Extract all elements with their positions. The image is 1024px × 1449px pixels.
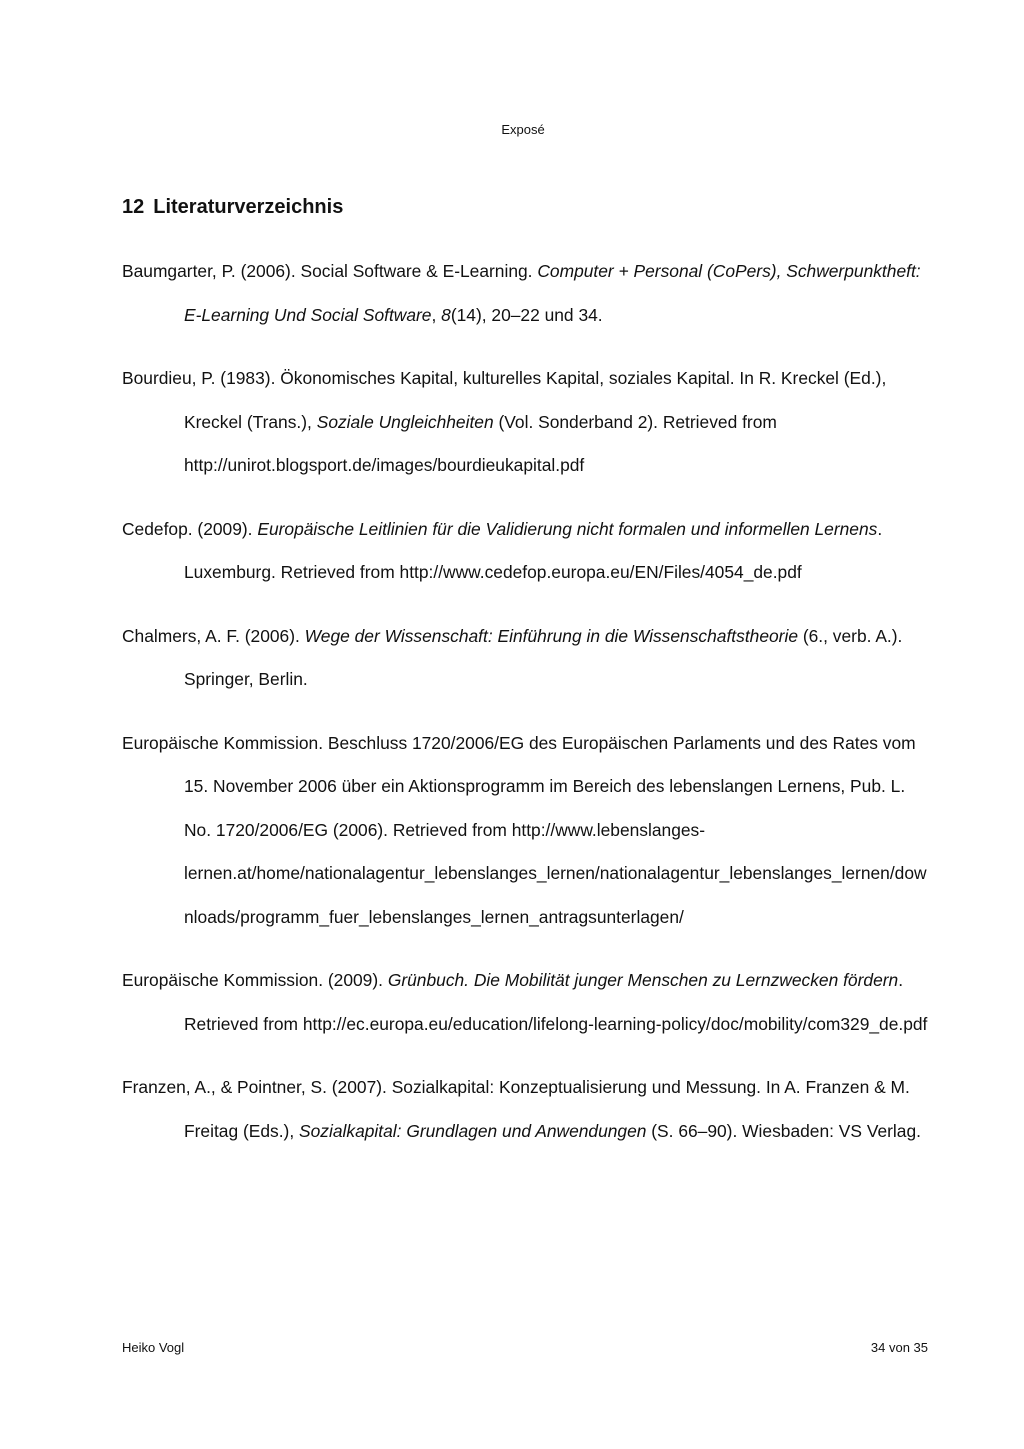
footer-author: Heiko Vogl [122,1340,185,1355]
section-title-text: Literaturverzeichnis [153,196,344,218]
reference-entry [122,250,932,337]
reference-italic: Soziale Ungleichheiten [316,411,494,432]
reference-italic: Computer + Personal (CoPers), Schwerpunktheft: E-Learning Und Social Software [184,261,921,325]
reference-text: (14), 20–22 und 34. [450,304,603,325]
reference-entry [122,357,932,488]
reference-text: Europäische Kommission. Beschluss 1720/2006/EG des Europäischen Parlaments und des Rates vom 15. November 2006 über ein Aktionsprogramm im Bereich des lebenslangen Lernens, Pub. L. No. 1720/2006/EG (2006). Retrieved from http://www.lebenslanges-lernen.at/home/nationalagentur_lebenslanges_lernen/nationalagentur_lebenslanges_lernen/downloads/programm_fuer_lebenslanges_lernen_antragsunterlagen/ [122,732,927,927]
reference-italic: Europäische Leitlinien für die Validierung nicht formalen und informellen Lernens [257,518,878,539]
reference-text: Europäische Kommission. (2009). [122,970,388,990]
reference-text: Chalmers, A. F. (2006). [122,625,305,646]
page-header: Exposé [501,122,545,137]
reference-entry [122,1066,932,1153]
reference-text: Bourdieu, P. (1983). Ökonomisches Kapital, kulturelles Kapital, soziales Kapital. In R. Kreckel (Ed.), Kreckel (Trans.), [122,368,887,432]
reference-italic: Grünbuch. Die Mobilität junger Menschen zu Lernzwecken fördern [387,970,899,990]
reference-text: Baumgarter, P. (2006). Social Software & E-Learning. [122,261,538,281]
footer-page-number: 34 von 35 [870,1340,928,1355]
reference-text: . Retrieved from http://ec.europa.eu/education/lifelong-learning-policy/doc/mobility/com329_de.pdf [184,970,928,1034]
reference-text: Cedefop. (2009). [122,518,258,539]
section-title [122,196,343,219]
reference-entry [122,722,932,940]
reference-italic: 8 [441,304,451,325]
reference-text: Franzen, A., & Pointner, S. (2007). Sozialkapital: Konzeptualisierung und Messung. In A. Franzen & M. Freitag (Eds.), [122,1077,910,1141]
reference-text: . Luxemburg. Retrieved from http://www.cedefop.europa.eu/EN/Files/4054_de.pdf [184,518,883,582]
reference-entry [122,508,932,595]
reference-text: (Vol. Sonderband 2). Retrieved from http://unirot.blogsport.de/images/bourdieukapital.pdf [184,411,777,475]
reference-list [122,250,932,1173]
reference-italic: Wege der Wissenschaft: Einführung in die Wissenschaftstheorie [304,625,798,646]
section-number: 12 [122,196,145,218]
reference-entry [122,615,932,702]
reference-entry [122,959,932,1046]
reference-italic: Sozialkapital: Grundlagen und Anwendungen [299,1120,647,1141]
reference-text: (S. 66–90). Wiesbaden: VS Verlag. [646,1120,921,1141]
reference-text: , [431,304,442,325]
reference-text: (6., verb. A.). Springer, Berlin. [184,625,903,689]
